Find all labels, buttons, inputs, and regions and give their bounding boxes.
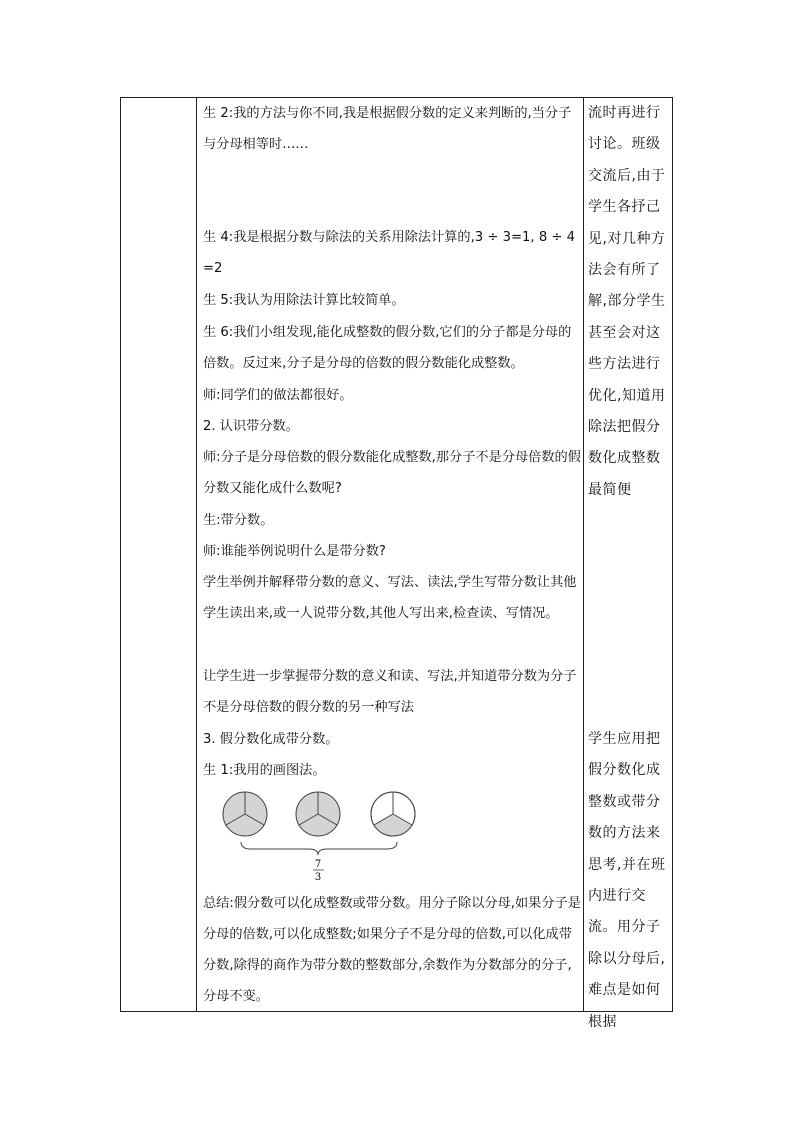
circle-1 xyxy=(223,792,267,836)
paragraph-teacher-question: 师:分子是分母倍数的假分数能化成整数,那分子不是分母倍数的假分数又能化成什么数呢? xyxy=(203,450,581,496)
paragraph-student5: 生 5:我认为用除法计算比较简单。 xyxy=(203,293,405,308)
circle-3 xyxy=(371,792,415,836)
brace xyxy=(241,842,397,855)
paragraph-summary: 总结:假分数可以化成整数或带分数。用分子除以分母,如果分子是分母的倍数,可以化成整数;如果分子不是分母的倍数,可以化成带分数,除得的商作为带分数的整数部分,余数作为分数部分的分子,分母不变。 xyxy=(203,896,581,1004)
paragraph-student1-drawing: 生 1:我用的画图法。 xyxy=(203,763,326,778)
note-application: 学生应用把假分数化成整数或带分数的方法来思考,并在班内进行交流。用分子除以分母后,难点是如何根据 xyxy=(588,731,666,1030)
section-heading-3: 3. 假分数化成带分数。 xyxy=(203,732,339,747)
note-discussion: 流时再进行讨论。班级交流后,由于学生各抒己见,对几种方法会有所了解,部分学生甚至会对这些方法进行优化,知道用除法把假分数化成整数最简便 xyxy=(588,105,666,498)
circle-2 xyxy=(296,792,340,836)
paragraph-student4: 生 4:我是根据分数与除法的关系用除法计算的,3 ÷ 3=1, 8 ÷ 4=2 xyxy=(203,230,576,276)
fraction-circles-diagram xyxy=(221,791,421,886)
paragraph-teacher-example: 师:谁能举例说明什么是带分数? xyxy=(203,544,386,559)
paragraph-student2: 生 2:我的方法与你不同,我是根据假分数的定义来判断的,当分子与分母相等时…… xyxy=(203,106,572,152)
lesson-table xyxy=(120,97,673,1030)
paragraph-student6: 生 6:我们小组发现,能化成整数的假分数,它们的分子都是分母的倍数。反过来,分子是分母的倍数的假分数能化成整数。 xyxy=(203,325,572,371)
column-divider-1 xyxy=(196,98,197,1011)
section-heading-2: 2. 认识带分数。 xyxy=(203,419,299,434)
fraction-numerator: 7 xyxy=(314,859,322,870)
paragraph-teacher-praise: 师:同学们的做法都很好。 xyxy=(203,388,353,403)
column-divider-2 xyxy=(583,98,584,1011)
fraction-denominator: 3 xyxy=(314,872,322,883)
paragraph-student-answer: 生:带分数。 xyxy=(203,513,274,528)
paragraph-student-activity: 学生举例并解释带分数的意义、写法、读法,学生写带分数让其他学生读出来,或一人说带分数,其他人写出来,检查读、写情况。 xyxy=(203,575,577,621)
paragraph-objective: 让学生进一步掌握带分数的意义和读、写法,并知道带分数为分子不是分母倍数的假分数的另一种写法 xyxy=(203,669,577,715)
